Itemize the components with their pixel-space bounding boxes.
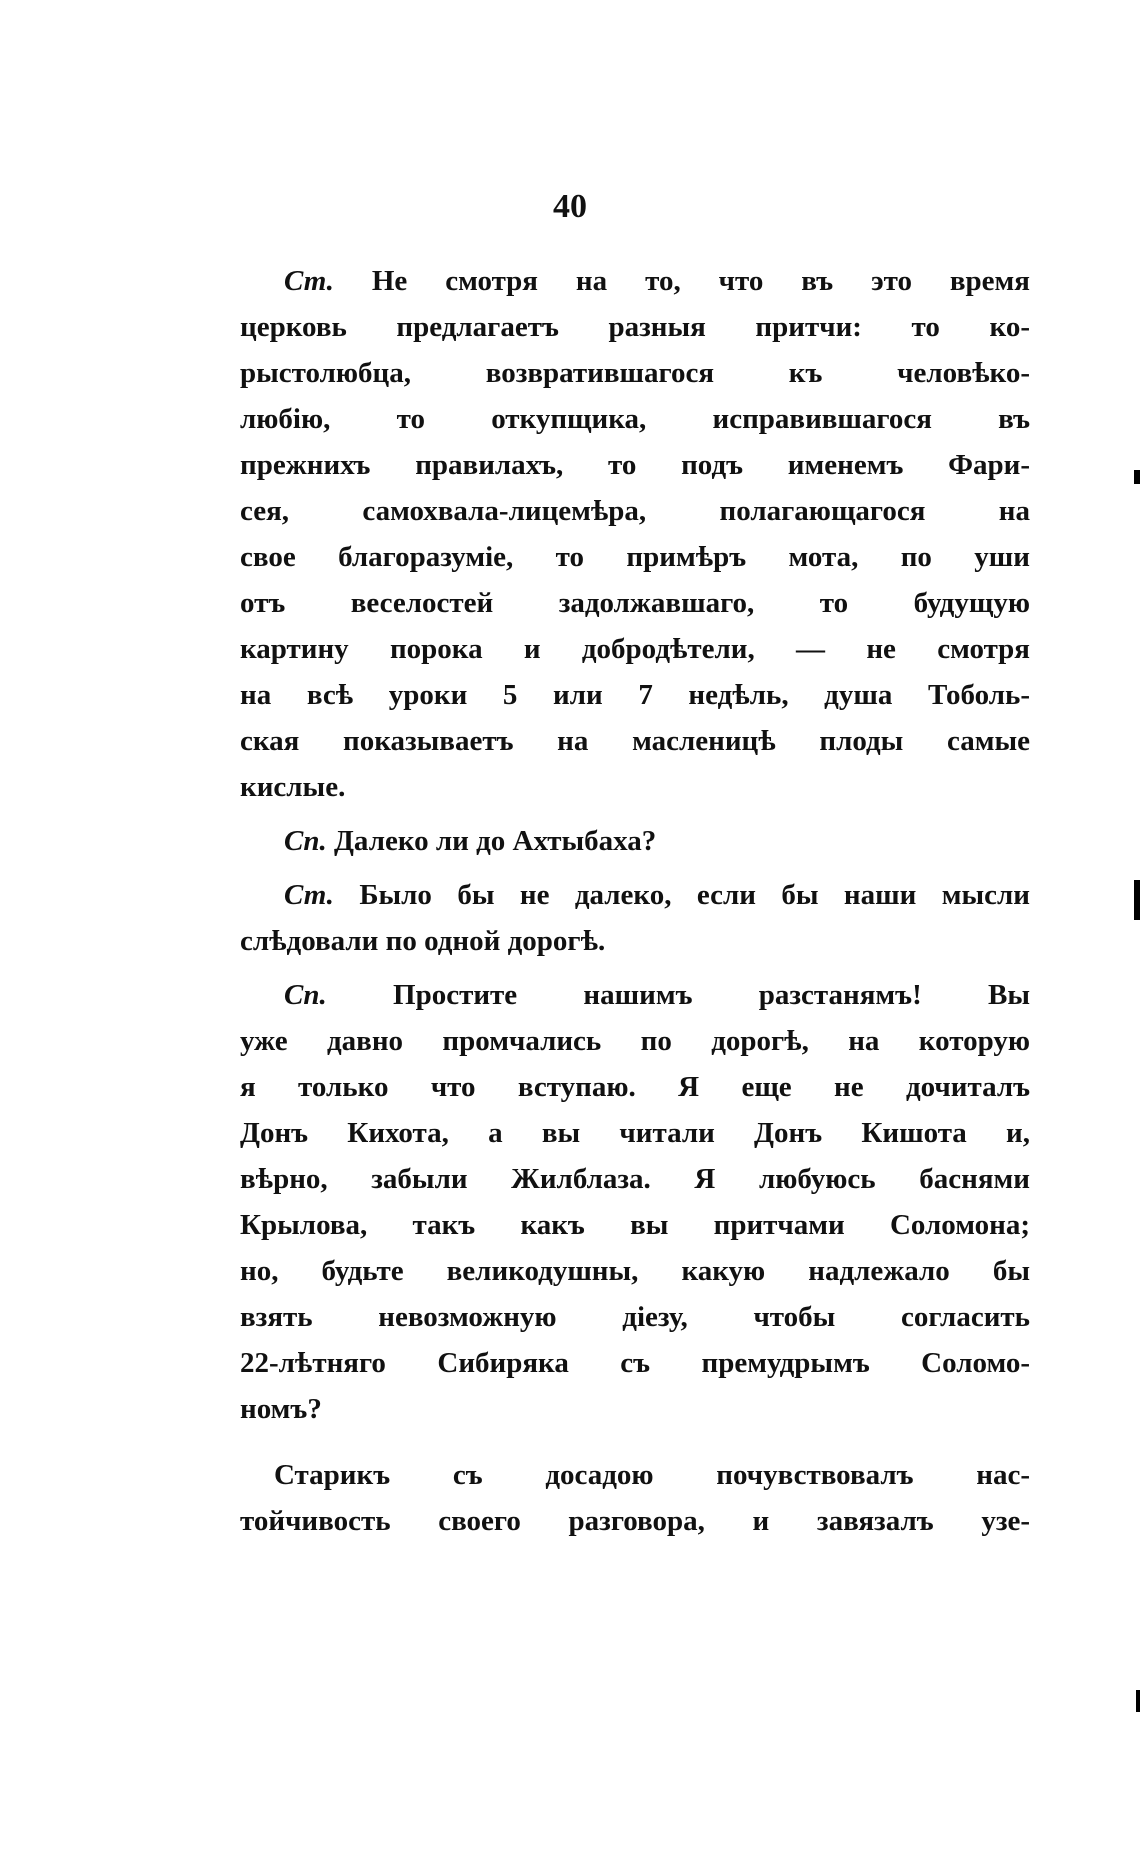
page-number: 40 [553,188,587,225]
speaker-label: Сп. [284,979,327,1011]
text-line: любію, то откупщика, исправившагося въ [240,403,1030,435]
text-line [240,872,1030,918]
line-text: Простите нашимъ разстанямъ! Вы [393,979,1030,1011]
text-line: прежнихъ правилахъ, то подъ именемъ Фари- [240,449,1030,481]
text-line [240,258,1030,304]
text-line: ская показываетъ на масленицѣ плоды самые [240,725,1030,757]
text-line: свое благоразуміе, то примѣръ мота, по уши [240,541,1030,573]
line-text: Было бы не далеко, если бы наши мысли [359,879,1030,911]
speaker-label: Ст. [284,879,334,911]
text-line: рыстолюбца, возвратившагося къ человѣко- [240,357,1030,389]
text-line: тойчивость своего разговора, и завязалъ узе- [240,1505,1030,1537]
text-line: Донъ Кихота, а вы читали Донъ Кишота и, [240,1117,1030,1149]
text-line [240,818,1030,864]
text-line: слѣдовали по одной дорогѣ. [240,925,606,957]
speaker-label: Ст. [284,265,334,297]
scan-mark [1134,470,1140,484]
text-line: взять невозможную діезу, чтобы согласить [240,1301,1030,1333]
scan-mark [1134,880,1140,920]
text-line: 22-лѣтняго Сибиряка съ премудрымъ Соломо- [240,1347,1030,1379]
text-line: номъ? [240,1393,322,1425]
line-text: Далеко ли до Ахтыбаха? [333,825,657,857]
text-line: уже давно промчались по дорогѣ, на которую [240,1025,1030,1057]
text-line: церковь предлагаетъ разныя притчи: то ко- [240,311,1030,343]
text-line [240,972,1030,1018]
text-line: Старикъ съ досадою почувствовалъ нас- [274,1459,1030,1491]
text-line: отъ веселостей задолжавшаго, то будущую [240,587,1030,619]
text-line: на всѣ уроки 5 или 7 недѣль, душа Тоболь- [240,679,1030,711]
text-line: сея, самохвала-лицемѣра, полагающагося на [240,495,1030,527]
text-line: Крылова, такъ какъ вы притчами Соломона; [240,1209,1030,1241]
speaker-label: Сп. [284,825,327,857]
text-line: я только что вступаю. Я еще не дочиталъ [240,1071,1030,1103]
line-text: Не смотря на то, что въ это время [371,265,1030,297]
text-line: вѣрно, забыли Жилблаза. Я любуюсь баснями [240,1163,1030,1195]
scan-mark [1136,1690,1140,1712]
text-line: кислые. [240,771,346,803]
page-text [240,258,1030,1544]
text-line: но, будьте великодушны, какую надлежало бы [240,1255,1030,1287]
text-line: картину порока и добродѣтели, — не смотря [240,633,1030,665]
